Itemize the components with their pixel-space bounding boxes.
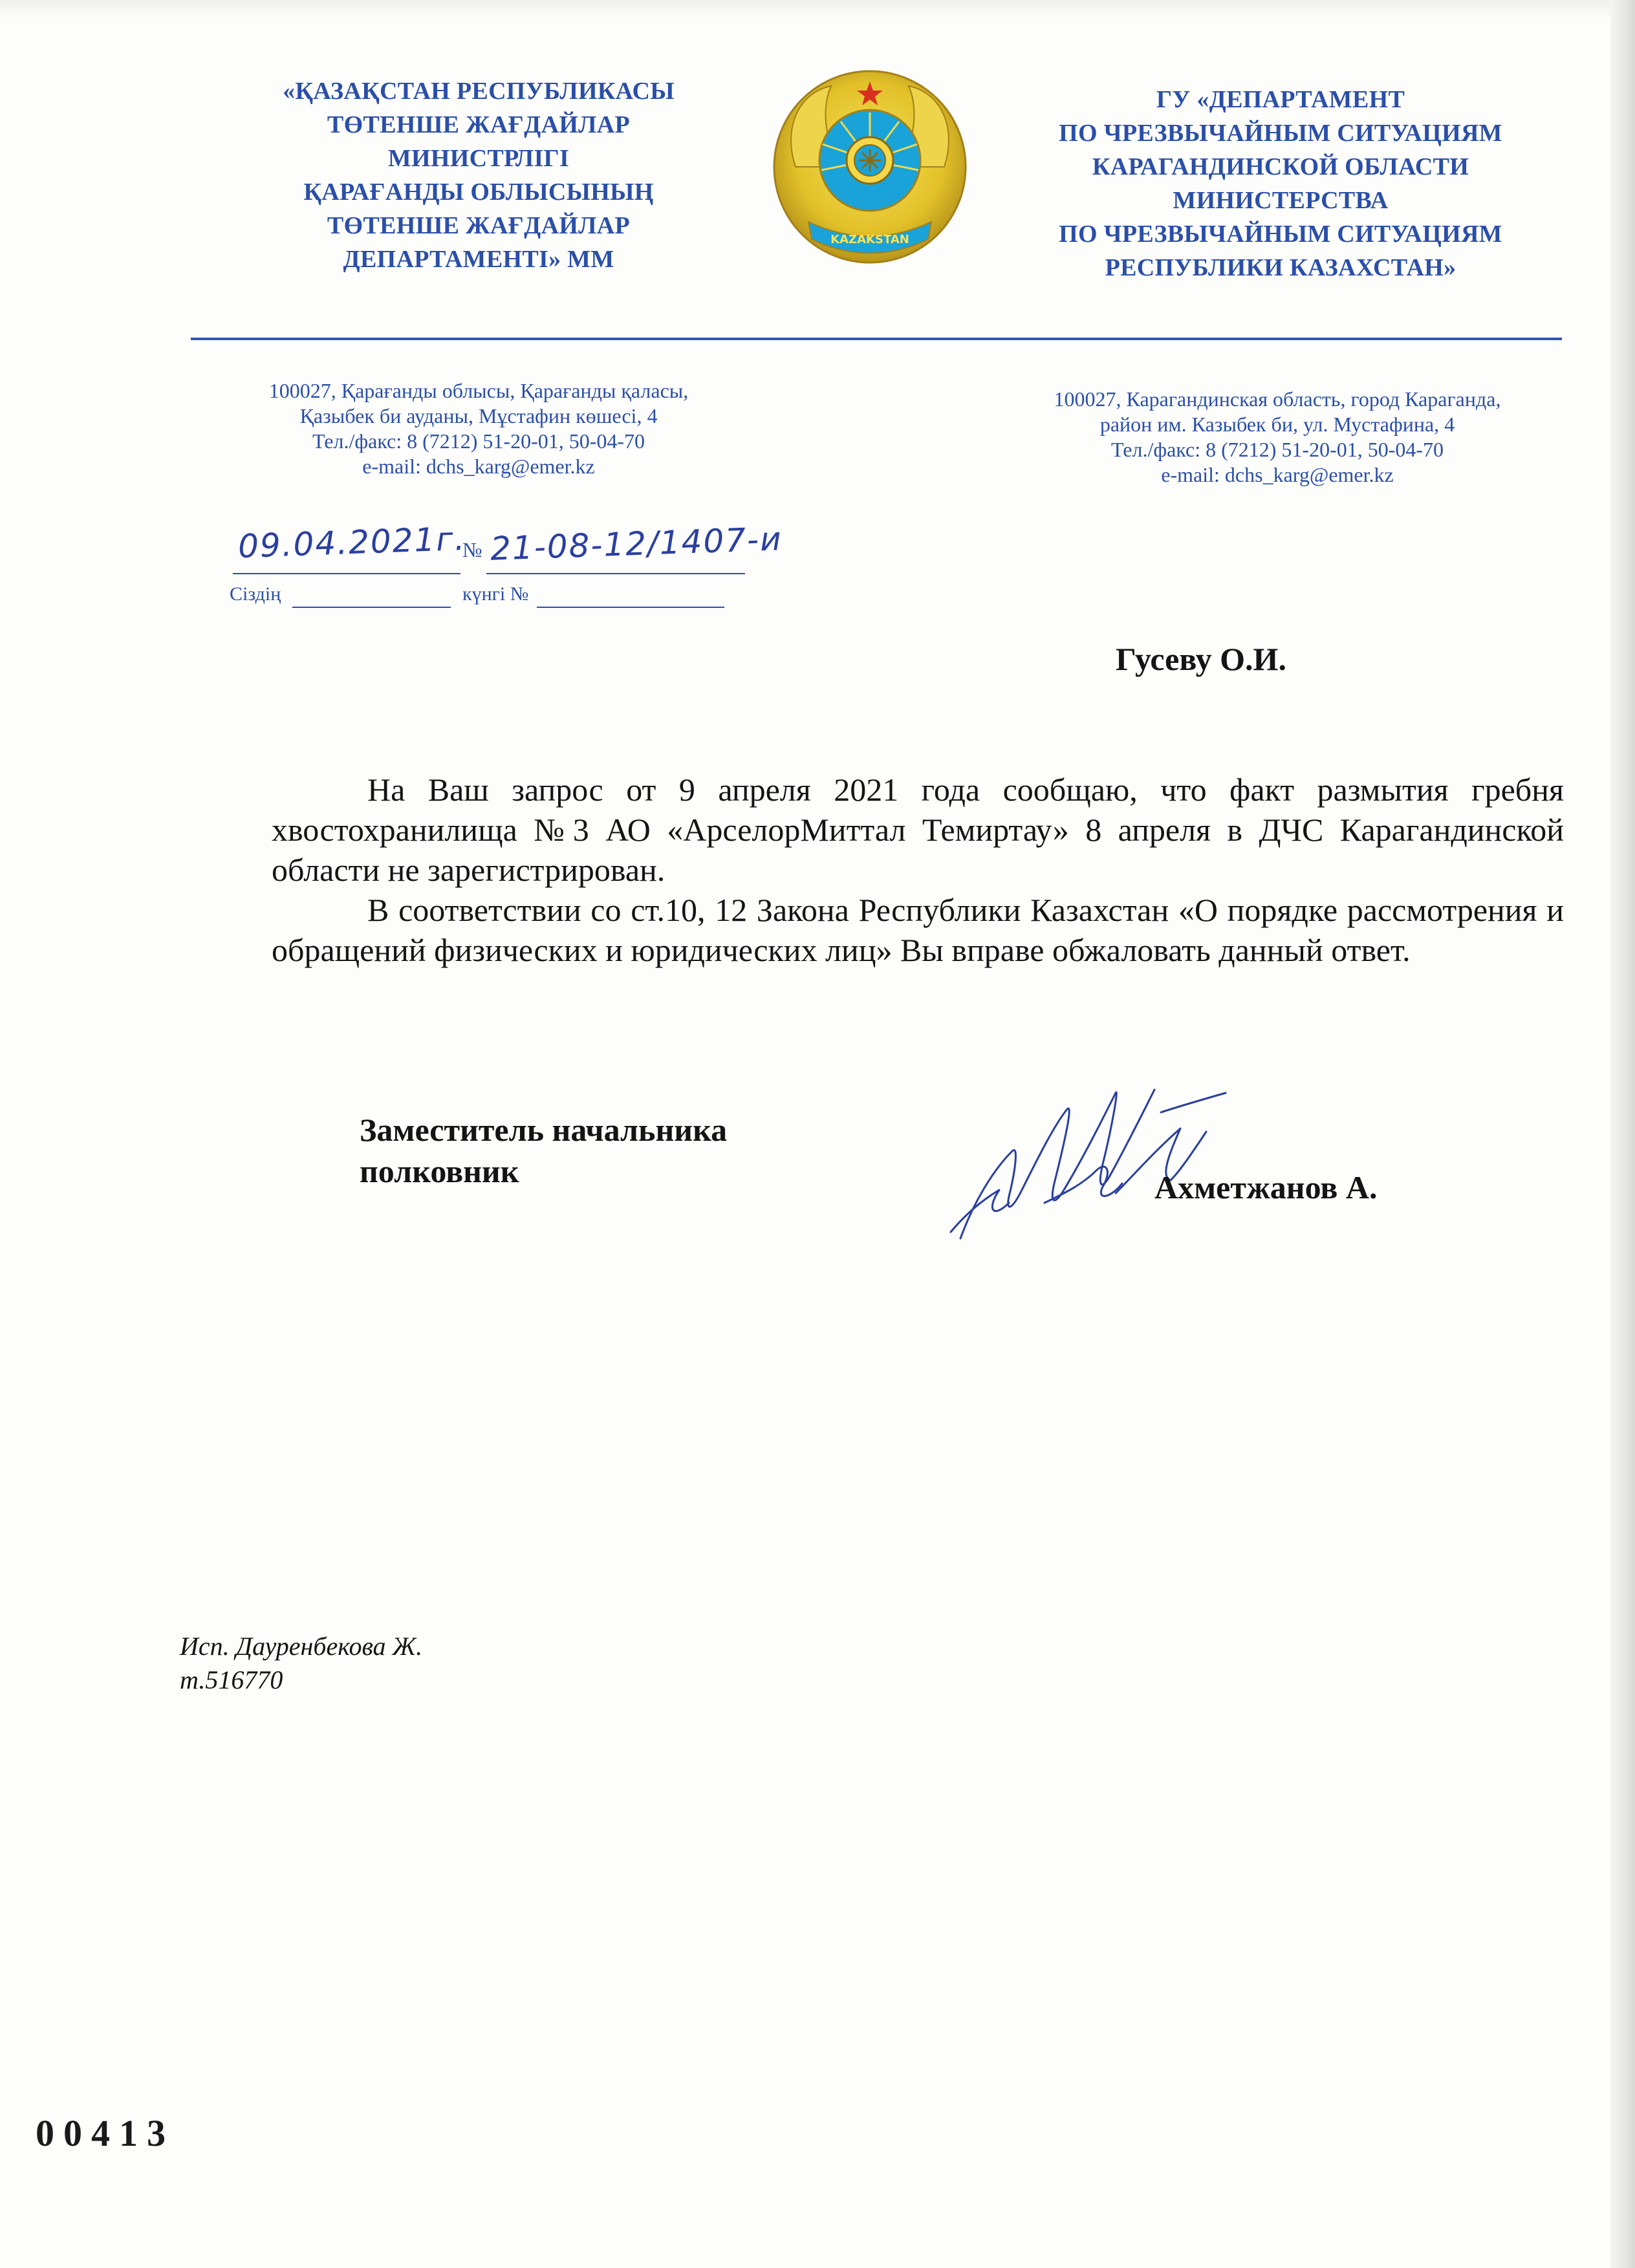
kz-address-line: Тел./факс: 8 (7212) 51-20-01, 50-04-70 [312, 429, 645, 453]
date-underline [233, 573, 460, 574]
ru-org-line: КАРАГАНДИНСКОЙ ОБЛАСТИ [1092, 153, 1469, 180]
number-underline [486, 573, 745, 574]
kz-address-line: Қазыбек би ауданы, Мұстафин көшесі, 4 [299, 404, 658, 427]
ru-address-line: район им. Казыбек би, ул. Мустафина, 4 [1099, 413, 1455, 436]
ru-org-line: ПО ЧРЕЗВЫЧАЙНЫМ СИТУАЦИЯМ [1059, 120, 1502, 147]
signatory-name: Ахметжанов А. [1154, 1169, 1378, 1205]
kz-org-line: ҚАРАҒАНДЫ ОБЛЫСЫНЫҢ [303, 178, 654, 206]
kz-org-line: ТӨТЕНШЕ ЖАҒДАЙЛАР [327, 111, 631, 138]
kz-address [194, 378, 763, 479]
signatory-position: Заместитель начальника [360, 1112, 728, 1148]
executor-block [180, 1630, 422, 1697]
letterhead-ru-org [1015, 83, 1546, 285]
form-serial-number: 00413 [36, 2112, 175, 2154]
body-paragraph: В соответствии со ст.10, 12 Закона Республики Казахстан «О порядке рассмотрения и обращений физических и юридических лиц» Вы вправе обжаловать данный ответ. [272, 892, 1564, 968]
ru-org-line: МИНИСТЕРСТВА [1173, 187, 1389, 214]
ru-org-line: ГУ «ДЕПАРТАМЕНТ [1156, 86, 1405, 113]
handwritten-signature [947, 1074, 1245, 1251]
scan-right-edge [1610, 0, 1635, 2268]
ru-org-line: ПО ЧРЕЗВЫЧАЙНЫМ СИТУАЦИЯМ [1059, 221, 1502, 248]
signatory-title [360, 1109, 727, 1192]
letter-body [272, 770, 1564, 970]
ru-address-line: 100027, Карагандинская область, город Караганда, [1054, 387, 1501, 411]
kz-address-line: 100027, Қарағанды облысы, Қарағанды қаласы, [268, 379, 689, 402]
kz-org-line: МИНИСТРЛІГІ [387, 145, 570, 172]
emblem-ribbon-text: KAZAKSTAN [830, 233, 909, 246]
ru-email: e-mail: dchs_karg@emer.kz [1161, 463, 1394, 486]
addressee: Гусеву О.И. [1116, 641, 1286, 677]
outgoing-number: 21-08-12/1407-и [490, 520, 783, 568]
registration-block [226, 519, 808, 608]
your-number-underline [537, 607, 724, 608]
kz-email: e-mail: dchs_karg@emer.kz [362, 455, 595, 478]
kz-org-line: ДЕПАРТАМЕНТІ» ММ [343, 246, 614, 273]
kz-org-line: «ҚАЗАҚСТАН РЕСПУБЛИКАСЫ [283, 78, 675, 105]
body-paragraph: На Ваш запрос от 9 апреля 2021 года сообщаю, что факт размытия гребня хвостохранилища №3 АО «АрселорМиттал Темиртау» 8 апреля в ДЧС Карагандинской области не зарегистрирован. [272, 772, 1564, 888]
letterhead-divider [191, 338, 1562, 340]
ru-address [970, 387, 1585, 488]
kz-org-line: ТӨТЕНШЕ ЖАҒДАЙЛАР [327, 212, 631, 239]
executor-name: Исп. Дауренбекова Ж. [180, 1632, 423, 1661]
outgoing-date: 09.04.2021г. [237, 519, 467, 566]
ru-org-line: РЕСПУБЛИКИ КАЗАХСТАН» [1105, 254, 1456, 281]
executor-phone: т.516770 [180, 1665, 283, 1694]
your-day-label: күнгі № [462, 583, 529, 605]
number-label: № [462, 538, 482, 561]
state-emblem-icon [770, 70, 970, 274]
your-date-underline [292, 607, 451, 608]
scan-top-edge [0, 0, 1635, 19]
ru-address-line: Тел./факс: 8 (7212) 51-20-01, 50-04-70 [1110, 438, 1444, 461]
letterhead-kz-org [220, 74, 737, 276]
signatory-rank: полковник [360, 1153, 519, 1189]
your-label: Сіздің [230, 583, 281, 605]
